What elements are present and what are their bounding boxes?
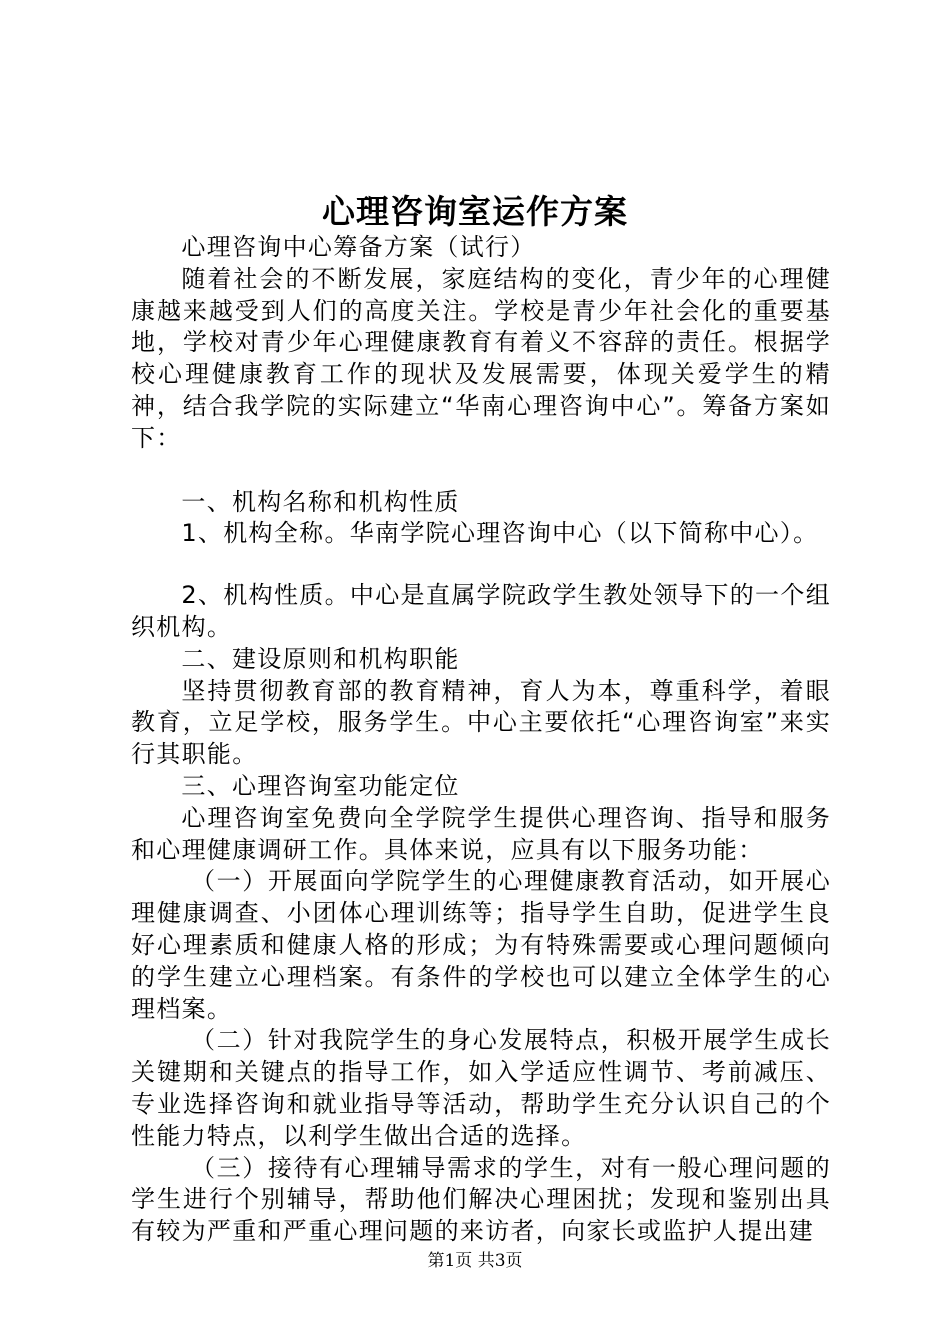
paragraph-function-3: （三）接待有心理辅导需求的学生，对有一般心理问题的学生进行个别辅导，帮助他们解决心理困扰；发现和鉴别出具有较为严重和严重心理问题的来访者，向家长或监护人提出建 <box>131 1153 831 1246</box>
document-body <box>131 232 831 1248</box>
paragraph-function-1: （一）开展面向学院学生的心理健康教育活动，如开展心理健康调查、小团体心理训练等；指导学生自助，促进学生良好心理素质和健康人格的形成；为有特殊需要或心理问题倾向的学生建立心理档案。有条件的学校也可以建立全体学生的心理档案。 <box>131 867 831 1023</box>
section-heading-3: 三、心理咨询室功能定位 <box>181 771 460 800</box>
section-heading-1: 一、机构名称和机构性质 <box>181 487 460 516</box>
paragraph-intro: 随着社会的不断发展，家庭结构的变化，青少年的心理健康越来越受到人们的高度关注。学校是青少年社会化的重要基地，学校对青少年心理健康教育有着义不容辞的责任。根据学校心理健康教育工作的现状及发展需要，体现关爱学生的精神，结合我学院的实际建立“华南心理咨询中心”。筹备方案如下： <box>131 264 831 452</box>
paragraph-subtitle: 心理咨询中心筹备方案（试行） <box>181 233 536 261</box>
paragraph-principles: 坚持贯彻教育部的教育精神，育人为本，尊重科学，着眼教育，立足学校，服务学生。中心主要依托“心理咨询室”来实行其职能。 <box>131 676 831 769</box>
paragraph-function-2: （二）针对我院学生的身心发展特点，积极开展学生成长关键期和关键点的指导工作，如入学适应性调节、考前减压、专业选择咨询和就业指导等活动，帮助学生充分认识自己的个性能力特点，以利学生做出合适的选择。 <box>131 1026 831 1150</box>
page-number-footer: 第1页 共3页 <box>427 1251 523 1271</box>
document-title: 心理咨询室运作方案 <box>322 192 628 231</box>
section-heading-2: 二、建设原则和机构职能 <box>181 644 460 673</box>
paragraph-functions-intro: 心理咨询室免费向全学院学生提供心理咨询、指导和服务和心理健康调研工作。具体来说，应具有以下服务功能： <box>131 803 831 864</box>
paragraph-org-name: 1、机构全称。华南学院心理咨询中心（以下简称中心）。 <box>181 519 819 548</box>
paragraph-org-nature: 2、机构性质。中心是直属学院政学生教处领导下的一个组织机构。 <box>131 581 831 641</box>
